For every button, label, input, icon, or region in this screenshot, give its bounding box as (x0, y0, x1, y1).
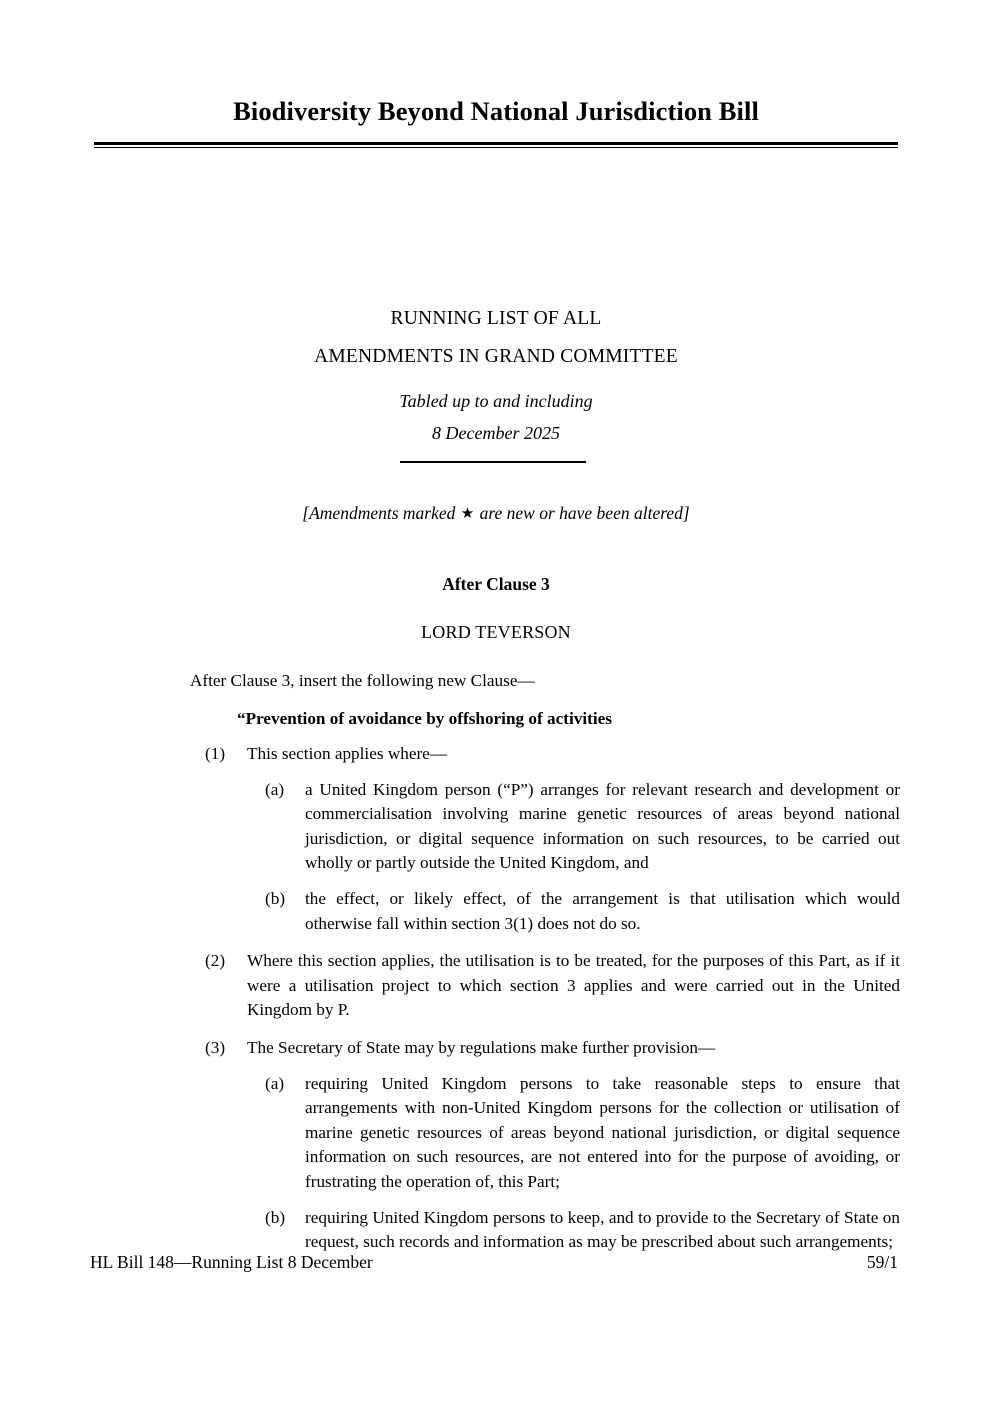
paragraph-group (190, 1072, 900, 1255)
subsection (190, 742, 900, 936)
header-divider-rule (400, 461, 586, 463)
tabled-date: 8 December 2025 (432, 423, 560, 443)
subsection-number: (1) (205, 744, 226, 763)
page-title: Biodiversity Beyond National Jurisdiction Bill (233, 96, 759, 126)
paragraph-group (190, 778, 900, 937)
paragraph-letter: (b) (265, 888, 286, 908)
amendment-body (190, 668, 900, 1268)
paragraph-letter: (a) (265, 1073, 285, 1093)
new-clause-title: “Prevention of avoidance by offshoring of activities (237, 709, 612, 728)
paragraph-text: the effect, or likely effect, of the arrangement is that utilisation which would otherwise fall within section 3(1) does not do so. (305, 888, 900, 933)
paragraph-text: requiring United Kingdom persons to take reasonable steps to ensure that arrangements with non-United Kingdom persons for the collection or utilisation of marine genetic resources of areas beyond national jurisdiction, or digital sequence information on such resources, are not entered into for the purpose of avoiding, or frustrating the operation of, this Part; (305, 1073, 900, 1191)
subsection-text: Where this section applies, the utilisation is to be treated, for the purposes of this Part, as if it were a utilisation project to which section 3 applies and were carried out in the United Kingdom by P. (247, 951, 900, 1020)
paragraph-letter: (b) (265, 1207, 286, 1227)
paragraph (190, 778, 900, 876)
footer-bill-reference: HL Bill 148—Running List 8 December (90, 1252, 373, 1272)
paragraph-text: requiring United Kingdom persons to keep, and to provide to the Secretary of State on request, such records and information as may be prescribed about such arrangements; (305, 1207, 900, 1252)
amendments-note-prefix: [Amendments marked (302, 503, 460, 523)
title-double-rule (94, 142, 898, 149)
paragraph-text: a United Kingdom person (“P”) arranges for relevant research and development or commercialisation involving marine genetic resources of areas beyond national jurisdiction, or digital sequence information on such resources, to be carried out wholly or partly outside the United Kingdom, and (305, 779, 900, 873)
paragraph (190, 1206, 900, 1255)
page-footer (90, 1252, 898, 1273)
subsection (190, 949, 900, 1023)
running-list-line-2: AMENDMENTS IN GRAND COMMITTEE (314, 346, 678, 367)
subsection-text: The Secretary of State may by regulations make further provision— (247, 1037, 716, 1057)
star-icon: ★ (460, 506, 475, 522)
running-list-line-1: RUNNING LIST OF ALL (390, 308, 602, 329)
amendments-note-suffix: are new or have been altered] (475, 503, 690, 523)
subsection-text: This section applies where— (247, 744, 447, 763)
title-rule-thin (94, 147, 898, 149)
insert-instruction: After Clause 3, insert the following new Clause— (190, 671, 535, 690)
paragraph (190, 887, 900, 936)
tabled-label: Tabled up to and including (399, 391, 593, 411)
subsection (190, 1036, 900, 1255)
masthead (94, 96, 898, 148)
subsection-number: (2) (205, 951, 226, 971)
amendments-marked-note (94, 500, 898, 527)
amendment-sponsor: LORD TEVERSON (421, 622, 571, 642)
subsection-number: (3) (205, 1037, 226, 1057)
paragraph-letter: (a) (265, 779, 285, 799)
footer-page-number: 59/1 (866, 1252, 898, 1272)
clause-heading: After Clause 3 (442, 574, 550, 594)
running-list-header (94, 300, 898, 449)
paragraph (190, 1072, 900, 1195)
